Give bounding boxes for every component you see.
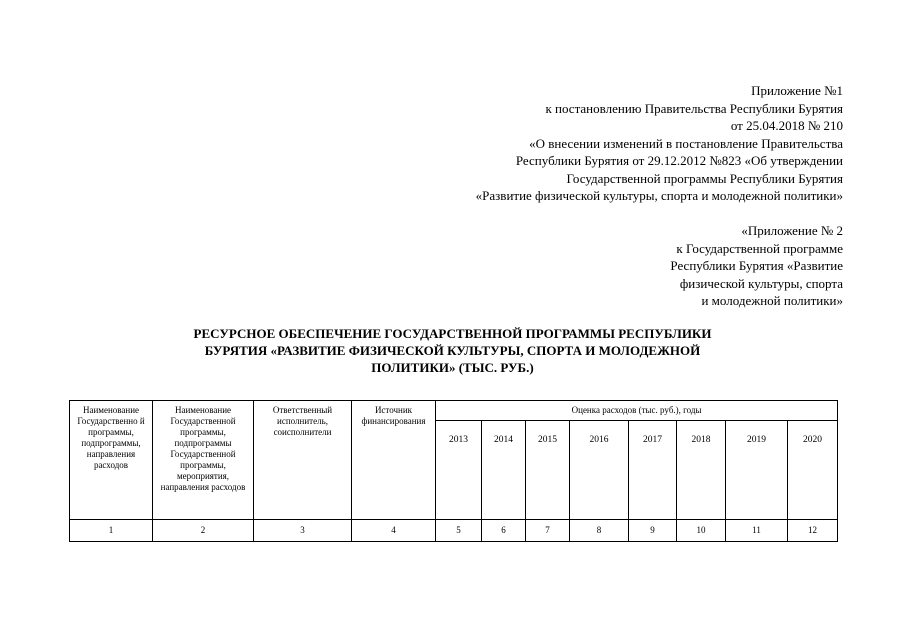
title-line: РЕСУРСНОЕ ОБЕСПЕЧЕНИЕ ГОСУДАРСТВЕННОЙ ПРОГРАММЫ РЕСПУБЛИКИ: [193, 326, 712, 341]
year-cell: 2018: [677, 421, 726, 520]
column-number: 4: [352, 520, 436, 542]
appendix-2-line: Республики Бурятия «Развитие: [670, 258, 843, 273]
header-responsible: Ответственный исполнитель, соисполнители: [254, 401, 352, 520]
appendix-1-line: от 25.04.2018 № 210: [730, 118, 843, 133]
column-number: 7: [526, 520, 570, 542]
appendix-2-line: «Приложение № 2: [741, 223, 843, 238]
appendix-2-line: к Государственной программе: [676, 240, 843, 256]
header-funding-source: Источник финансирования: [352, 401, 436, 520]
header-expense-estimate: Оценка расходов (тыс. руб.), годы: [436, 401, 838, 421]
title-line: ПОЛИТИКИ» (ТЫС. РУБ.): [371, 360, 534, 375]
title-line: БУРЯТИЯ «РАЗВИТИЕ ФИЗИЧЕСКОЙ КУЛЬТУРЫ, СПОРТА И МОЛОДЕЖНОЙ: [204, 343, 701, 358]
table-header-row: [70, 401, 838, 421]
year-cell: 2013: [436, 421, 482, 520]
resource-table: [69, 400, 838, 542]
column-number: 9: [629, 520, 677, 542]
appendix-1-line: Государственной программы Республики Бурятия: [566, 170, 843, 186]
column-number: 1: [70, 520, 153, 542]
column-number: 11: [726, 520, 788, 542]
column-number-row: [70, 520, 838, 542]
document-title: [120, 325, 785, 376]
appendix-2-header: [670, 222, 843, 310]
appendix-2-line: и молодежной политики»: [701, 293, 843, 308]
year-cell: 2020: [788, 421, 838, 520]
year-cell: 2019: [726, 421, 788, 520]
year-cell: 2017: [629, 421, 677, 520]
column-number: 10: [677, 520, 726, 542]
column-number: 3: [254, 520, 352, 542]
year-cell: 2014: [482, 421, 526, 520]
column-number: 8: [570, 520, 629, 542]
header-program-name: Наименование Государственно й программы, подпрограммы, направления расходов: [70, 401, 153, 520]
appendix-1-line: к постановлению Правительства Республики Бурятия: [545, 100, 843, 116]
year-cell: 2015: [526, 421, 570, 520]
appendix-1-line: «О внесении изменений в постановление Правительства: [529, 135, 843, 151]
column-number: 2: [153, 520, 254, 542]
appendix-1-header: [476, 82, 843, 205]
appendix-1-line: Приложение №1: [751, 83, 843, 98]
column-number: 6: [482, 520, 526, 542]
column-number: 5: [436, 520, 482, 542]
header-subprogram-name: Наименование Государственной программы, подпрограммы Государственной программы, мероприятия, направления расходов: [153, 401, 254, 520]
year-cell: 2016: [570, 421, 629, 520]
column-number: 12: [788, 520, 838, 542]
appendix-2-line: физической культуры, спорта: [679, 275, 843, 291]
appendix-1-line: «Развитие физической культуры, спорта и молодежной политики»: [475, 188, 843, 203]
appendix-1-line: Республики Бурятия от 29.12.2012 №823 «Об утверждении: [515, 153, 843, 168]
